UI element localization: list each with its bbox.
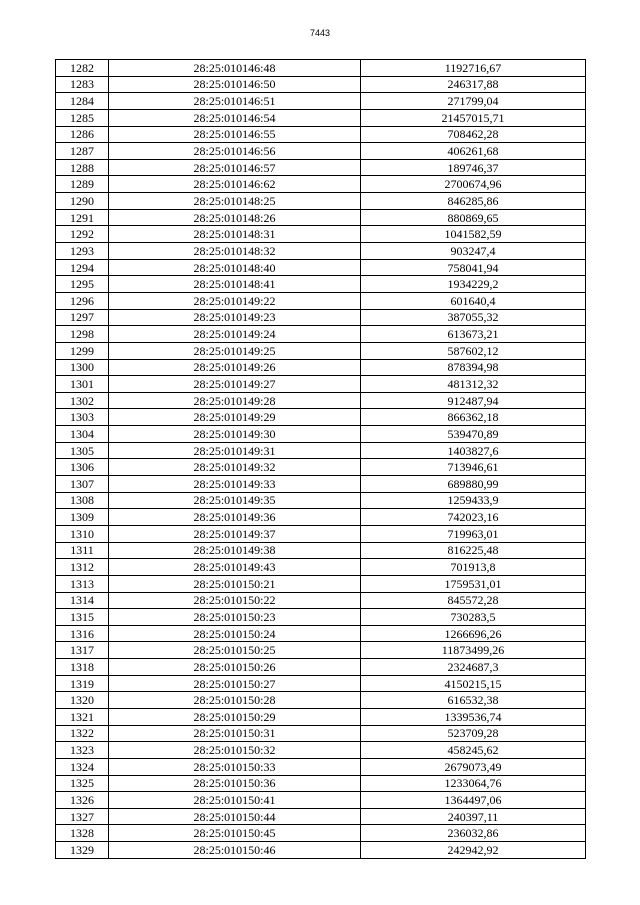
table-row: [56, 542, 586, 559]
value-cell: 1233064,76: [361, 775, 586, 792]
table-row: [56, 276, 586, 293]
value-cell: 903247,4: [361, 243, 586, 260]
value-cell: 713946,61: [361, 459, 586, 476]
table-row: [56, 60, 586, 77]
value-cell: 271799,04: [361, 93, 586, 110]
value-cell: 1041582,59: [361, 226, 586, 243]
value-cell: 1339536,74: [361, 708, 586, 725]
cadastral-number-cell: 28:25:010150:46: [109, 842, 361, 859]
value-cell: 387055,32: [361, 309, 586, 326]
cadastral-number-cell: 28:25:010150:31: [109, 725, 361, 742]
cadastral-number-cell: 28:25:010150:28: [109, 692, 361, 709]
row-number-cell: 1324: [56, 758, 109, 775]
row-number-cell: 1296: [56, 292, 109, 309]
row-number-cell: 1311: [56, 542, 109, 559]
value-cell: 1364497,06: [361, 792, 586, 809]
row-number-cell: 1298: [56, 326, 109, 343]
page-number: 7443: [309, 28, 331, 38]
cadastral-number-cell: 28:25:010146:62: [109, 176, 361, 193]
value-cell: 539470,89: [361, 426, 586, 443]
value-cell: 701913,8: [361, 559, 586, 576]
cadastral-number-cell: 28:25:010150:41: [109, 792, 361, 809]
cadastral-number-cell: 28:25:010150:45: [109, 825, 361, 842]
table-row: [56, 259, 586, 276]
cadastral-number-cell: 28:25:010149:28: [109, 392, 361, 409]
value-cell: 4150215,15: [361, 675, 586, 692]
value-cell: 458245,62: [361, 742, 586, 759]
value-cell: 912487,94: [361, 392, 586, 409]
cadastral-number-cell: 28:25:010150:21: [109, 575, 361, 592]
value-cell: 816225,48: [361, 542, 586, 559]
value-cell: 240397,11: [361, 808, 586, 825]
cadastral-number-cell: 28:25:010149:22: [109, 292, 361, 309]
cadastral-number-cell: 28:25:010146:56: [109, 143, 361, 160]
row-number-cell: 1306: [56, 459, 109, 476]
cadastral-number-cell: 28:25:010149:27: [109, 376, 361, 393]
value-cell: 1266696,26: [361, 625, 586, 642]
table-row: [56, 742, 586, 759]
cadastral-number-cell: 28:25:010150:32: [109, 742, 361, 759]
row-number-cell: 1322: [56, 725, 109, 742]
cadastral-number-cell: 28:25:010149:32: [109, 459, 361, 476]
row-number-cell: 1305: [56, 442, 109, 459]
row-number-cell: 1290: [56, 193, 109, 210]
table-row: [56, 692, 586, 709]
value-cell: 878394,98: [361, 359, 586, 376]
row-number-cell: 1320: [56, 692, 109, 709]
row-number-cell: 1304: [56, 426, 109, 443]
cadastral-number-cell: 28:25:010150:24: [109, 625, 361, 642]
cadastral-number-cell: 28:25:010149:26: [109, 359, 361, 376]
table-row: [56, 392, 586, 409]
cadastral-number-cell: 28:25:010149:36: [109, 509, 361, 526]
table-row: [56, 559, 586, 576]
row-number-cell: 1315: [56, 609, 109, 626]
table-row: [56, 226, 586, 243]
row-number-cell: 1313: [56, 575, 109, 592]
cadastral-value-table: [55, 59, 586, 859]
table-row: [56, 725, 586, 742]
table-row: [56, 459, 586, 476]
table-row: [56, 193, 586, 210]
row-number-cell: 1282: [56, 60, 109, 77]
table-row: [56, 159, 586, 176]
table-row: [56, 609, 586, 626]
table-row: [56, 326, 586, 343]
cadastral-number-cell: 28:25:010150:29: [109, 708, 361, 725]
table-row: [56, 359, 586, 376]
value-cell: 846285,86: [361, 193, 586, 210]
row-number-cell: 1299: [56, 342, 109, 359]
table-row: [56, 792, 586, 809]
row-number-cell: 1318: [56, 659, 109, 676]
value-cell: 601640,4: [361, 292, 586, 309]
table-row: [56, 342, 586, 359]
row-number-cell: 1289: [56, 176, 109, 193]
row-number-cell: 1327: [56, 808, 109, 825]
value-cell: 689880,99: [361, 476, 586, 493]
table-row: [56, 476, 586, 493]
value-cell: 21457015,71: [361, 109, 586, 126]
table-row: [56, 592, 586, 609]
row-number-cell: 1295: [56, 276, 109, 293]
table-row: [56, 758, 586, 775]
row-number-cell: 1292: [56, 226, 109, 243]
cadastral-number-cell: 28:25:010148:41: [109, 276, 361, 293]
row-number-cell: 1312: [56, 559, 109, 576]
cadastral-number-cell: 28:25:010150:33: [109, 758, 361, 775]
table-row: [56, 426, 586, 443]
table-row: [56, 76, 586, 93]
table-row: [56, 525, 586, 542]
table-row: [56, 376, 586, 393]
cadastral-number-cell: 28:25:010146:57: [109, 159, 361, 176]
value-cell: 406261,68: [361, 143, 586, 160]
cadastral-number-cell: 28:25:010146:48: [109, 60, 361, 77]
table-row: [56, 409, 586, 426]
table-row: [56, 292, 586, 309]
cadastral-number-cell: 28:25:010149:29: [109, 409, 361, 426]
cadastral-number-cell: 28:25:010146:50: [109, 76, 361, 93]
row-number-cell: 1309: [56, 509, 109, 526]
table-row: [56, 109, 586, 126]
row-number-cell: 1288: [56, 159, 109, 176]
value-cell: 616532,38: [361, 692, 586, 709]
row-number-cell: 1308: [56, 492, 109, 509]
table-row: [56, 575, 586, 592]
value-cell: 880869,65: [361, 209, 586, 226]
row-number-cell: 1300: [56, 359, 109, 376]
row-number-cell: 1321: [56, 708, 109, 725]
value-cell: 523709,28: [361, 725, 586, 742]
cadastral-number-cell: 28:25:010149:35: [109, 492, 361, 509]
row-number-cell: 1291: [56, 209, 109, 226]
row-number-cell: 1325: [56, 775, 109, 792]
cadastral-number-cell: 28:25:010148:32: [109, 243, 361, 260]
cadastral-number-cell: 28:25:010149:24: [109, 326, 361, 343]
value-cell: 1934229,2: [361, 276, 586, 293]
value-cell: 758041,94: [361, 259, 586, 276]
value-cell: 742023,16: [361, 509, 586, 526]
cadastral-number-cell: 28:25:010149:33: [109, 476, 361, 493]
row-number-cell: 1314: [56, 592, 109, 609]
row-number-cell: 1284: [56, 93, 109, 110]
row-number-cell: 1297: [56, 309, 109, 326]
cadastral-number-cell: 28:25:010146:54: [109, 109, 361, 126]
value-cell: 845572,28: [361, 592, 586, 609]
row-number-cell: 1303: [56, 409, 109, 426]
table-row: [56, 642, 586, 659]
row-number-cell: 1310: [56, 525, 109, 542]
value-cell: 2679073,49: [361, 758, 586, 775]
cadastral-number-cell: 28:25:010150:44: [109, 808, 361, 825]
table-body: [56, 60, 586, 859]
table-row: [56, 126, 586, 143]
cadastral-number-cell: 28:25:010148:31: [109, 226, 361, 243]
table-row: [56, 625, 586, 642]
table-row: [56, 176, 586, 193]
row-number-cell: 1293: [56, 243, 109, 260]
value-cell: 246317,88: [361, 76, 586, 93]
cadastral-number-cell: 28:25:010149:23: [109, 309, 361, 326]
cadastral-number-cell: 28:25:010150:26: [109, 659, 361, 676]
cadastral-number-cell: 28:25:010150:27: [109, 675, 361, 692]
value-cell: 708462,28: [361, 126, 586, 143]
value-cell: 1403827,6: [361, 442, 586, 459]
row-number-cell: 1328: [56, 825, 109, 842]
table-row: [56, 842, 586, 859]
cadastral-number-cell: 28:25:010149:38: [109, 542, 361, 559]
value-cell: 1759531,01: [361, 575, 586, 592]
row-number-cell: 1307: [56, 476, 109, 493]
cadastral-number-cell: 28:25:010148:40: [109, 259, 361, 276]
value-cell: 2700674,96: [361, 176, 586, 193]
table-row: [56, 309, 586, 326]
cadastral-number-cell: 28:25:010149:43: [109, 559, 361, 576]
value-cell: 11873499,26: [361, 642, 586, 659]
cadastral-number-cell: 28:25:010150:36: [109, 775, 361, 792]
row-number-cell: 1329: [56, 842, 109, 859]
value-cell: 481312,32: [361, 376, 586, 393]
value-cell: 719963,01: [361, 525, 586, 542]
value-cell: 730283,5: [361, 609, 586, 626]
row-number-cell: 1326: [56, 792, 109, 809]
cadastral-number-cell: 28:25:010150:22: [109, 592, 361, 609]
cadastral-number-cell: 28:25:010148:25: [109, 193, 361, 210]
table-row: [56, 93, 586, 110]
row-number-cell: 1301: [56, 376, 109, 393]
table-row: [56, 825, 586, 842]
row-number-cell: 1317: [56, 642, 109, 659]
table-row: [56, 442, 586, 459]
value-cell: 189746,37: [361, 159, 586, 176]
row-number-cell: 1316: [56, 625, 109, 642]
row-number-cell: 1294: [56, 259, 109, 276]
row-number-cell: 1287: [56, 143, 109, 160]
table-row: [56, 143, 586, 160]
table-row: [56, 775, 586, 792]
table-row: [56, 659, 586, 676]
table-row: [56, 708, 586, 725]
cadastral-number-cell: 28:25:010149:25: [109, 342, 361, 359]
row-number-cell: 1319: [56, 675, 109, 692]
value-cell: 242942,92: [361, 842, 586, 859]
table-row: [56, 808, 586, 825]
cadastral-number-cell: 28:25:010146:51: [109, 93, 361, 110]
cadastral-number-cell: 28:25:010150:23: [109, 609, 361, 626]
cadastral-number-cell: 28:25:010150:25: [109, 642, 361, 659]
row-number-cell: 1323: [56, 742, 109, 759]
value-cell: 866362,18: [361, 409, 586, 426]
row-number-cell: 1302: [56, 392, 109, 409]
value-cell: 613673,21: [361, 326, 586, 343]
value-cell: 2324687,3: [361, 659, 586, 676]
table-row: [56, 243, 586, 260]
cadastral-number-cell: 28:25:010149:31: [109, 442, 361, 459]
value-cell: 1192716,67: [361, 60, 586, 77]
table-row: [56, 492, 586, 509]
row-number-cell: 1286: [56, 126, 109, 143]
table-row: [56, 509, 586, 526]
cadastral-number-cell: 28:25:010146:55: [109, 126, 361, 143]
value-cell: 1259433,9: [361, 492, 586, 509]
value-cell: 587602,12: [361, 342, 586, 359]
table-row: [56, 209, 586, 226]
row-number-cell: 1283: [56, 76, 109, 93]
cadastral-number-cell: 28:25:010149:30: [109, 426, 361, 443]
cadastral-number-cell: 28:25:010149:37: [109, 525, 361, 542]
row-number-cell: 1285: [56, 109, 109, 126]
table-row: [56, 675, 586, 692]
cadastral-number-cell: 28:25:010148:26: [109, 209, 361, 226]
value-cell: 236032,86: [361, 825, 586, 842]
